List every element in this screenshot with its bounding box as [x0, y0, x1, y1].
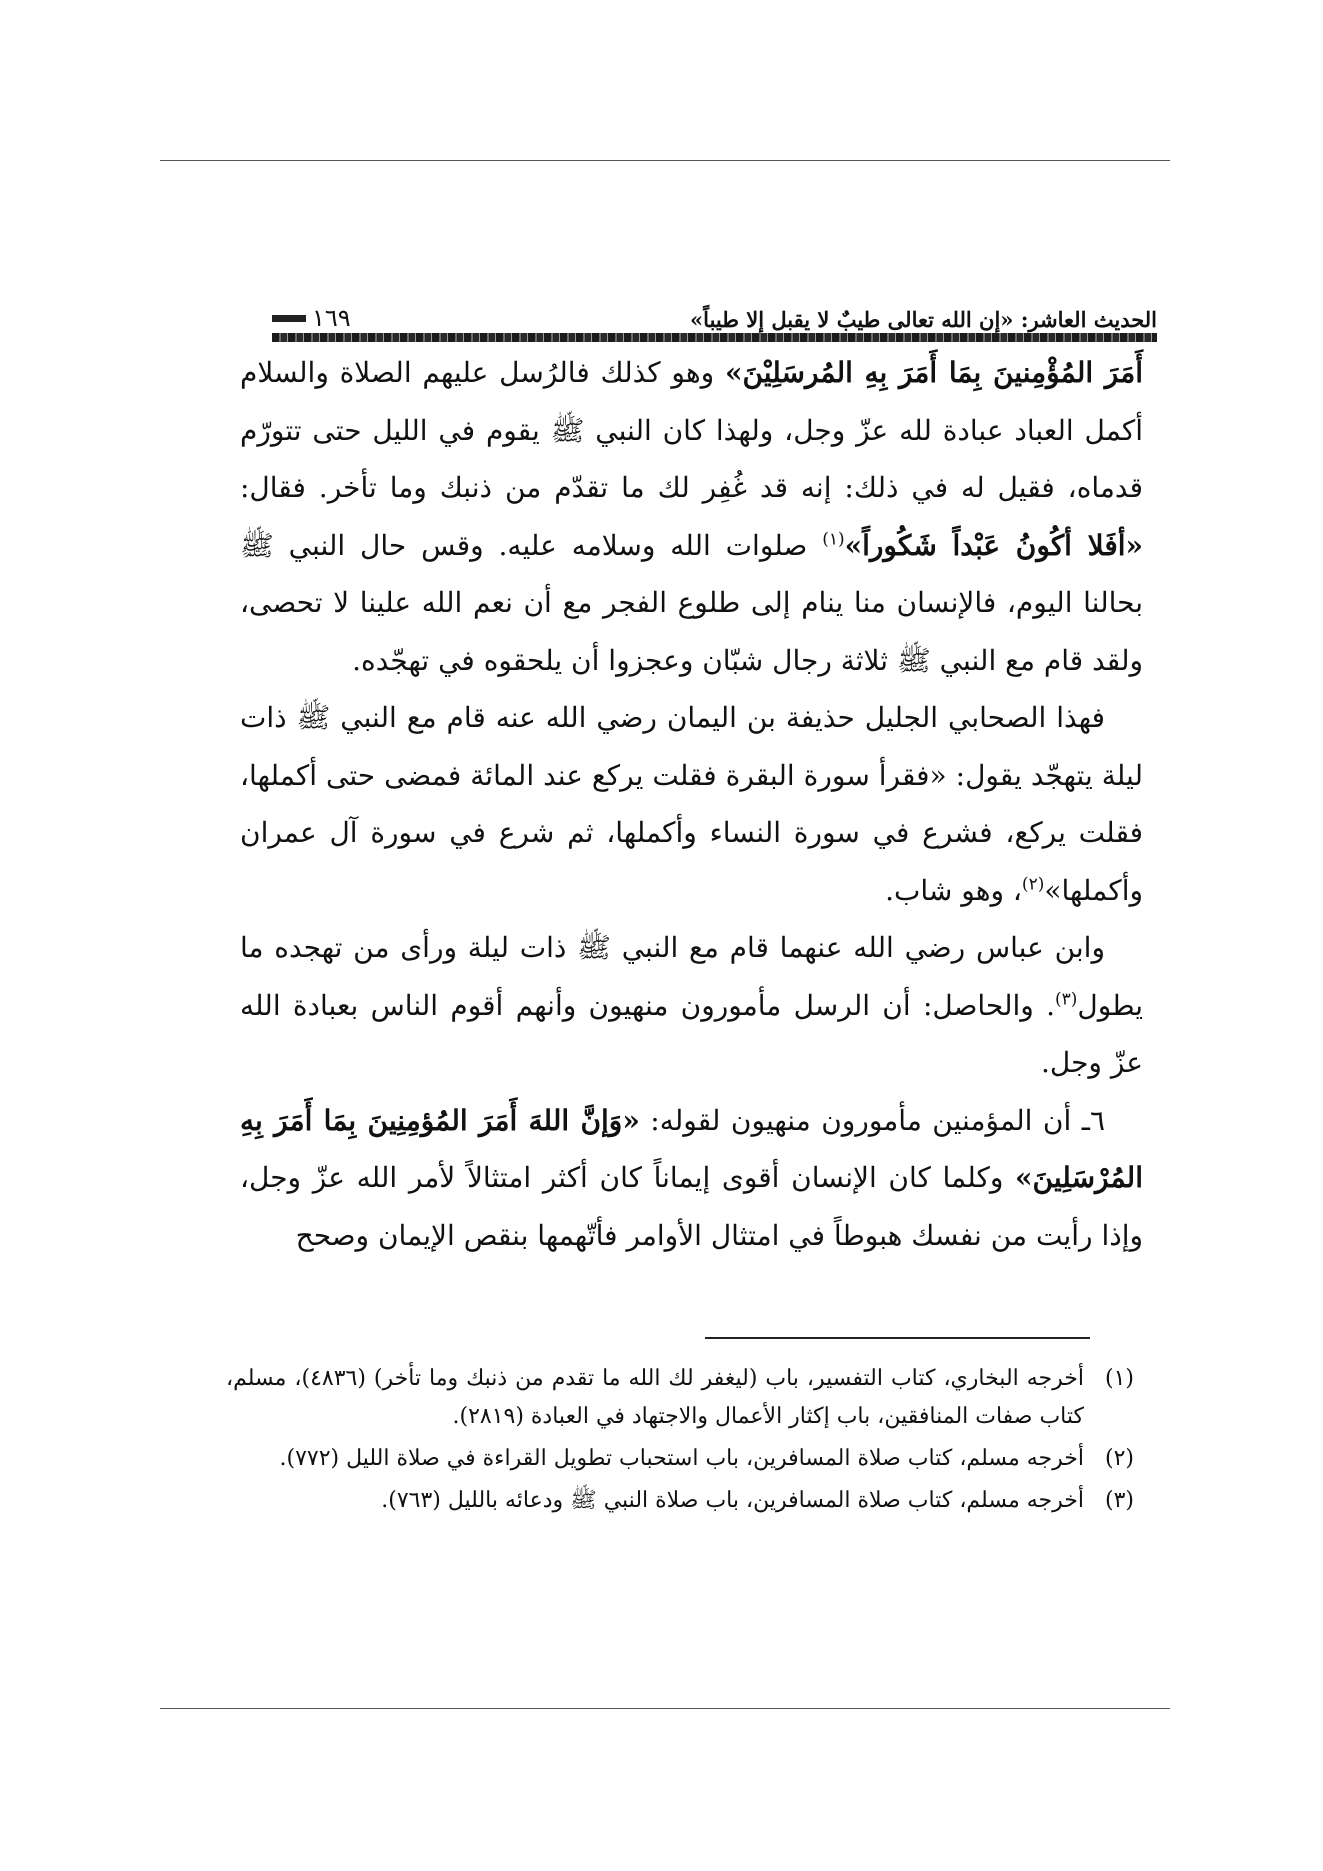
footnote-number: (١)	[1104, 1366, 1134, 1391]
footnote-2	[226, 1440, 1134, 1478]
footnote-text: أخرجه البخاري، كتاب التفسير، باب (ليغفر لك الله ما تقدم من ذنبك وما تأخر) (٤٨٣٦)، مسلم، كتاب صفات المنافقين، باب إكثار الأعمال والاجتهاد في العبادة (٢٨١٩).	[226, 1366, 1084, 1429]
paragraph-text: . والحاصل: أن الرسل مأمورون منهيون وأنهم أقوم الناس بعبادة الله عزّ وجل.	[240, 988, 1143, 1079]
paragraph-text: صلوات الله وسلامه عليه. وقس حال النبي ﷺ بحالنا اليوم، فالإنسان منا ينام إلى طلوع الفجر مع أن نعم الله علينا لا تحصى، ولقد قام مع النبي ﷺ ثلاثة رجال شبّان وعجزوا أن يلحقوه في تهجّده.	[240, 528, 1143, 677]
footnote-3	[226, 1482, 1134, 1520]
paragraph-2	[240, 689, 1143, 919]
page-number	[272, 306, 351, 330]
paragraph-4	[240, 1092, 1143, 1265]
footnote-number: (٣)	[1104, 1488, 1134, 1513]
footnotes	[226, 1360, 1134, 1524]
paragraph-text: وكلما كان الإنسان أقوى إيماناً كان أكثر امتثالاً لأمر الله عزّ وجل، وإذا رأيت من نفسك هبوطاً في امتثال الأوامر فأتّهمها بنقص الإيمان وصحح	[240, 1161, 1143, 1252]
paragraph-text: ، وهو شاب.	[885, 873, 1022, 907]
page-number-mark	[272, 315, 306, 322]
header-rule	[272, 333, 1157, 342]
paragraph-1	[240, 344, 1143, 689]
footnote-number: (٢)	[1104, 1446, 1134, 1471]
footnote-text: أخرجه مسلم، كتاب صلاة المسافرين، باب صلاة النبي ﷺ ودعائه بالليل (٧٦٣).	[381, 1488, 1084, 1513]
page-number-value: ١٦٩	[312, 304, 351, 332]
paragraph-text: ٦ـ أن المؤمنين مأمورون منهيون لقوله:	[639, 1103, 1105, 1137]
footnote-1	[226, 1360, 1134, 1436]
quran-quote: أَمَرَ المُؤْمِنينَ بِمَا أَمَرَ بِهِ المُرسَلِيْنَ»	[724, 356, 1144, 389]
footnote-ref-2[interactable]: (٢)	[1021, 874, 1045, 895]
quran-quote: «وَإنَّ اللهَ أَمَرَ المُؤمِنِينَ بِمَا أَمَرَ بِهِ المُرْسَلِينَ»	[240, 1103, 1143, 1194]
footnote-separator	[705, 1337, 1090, 1339]
hadith-quote: «أفَلا أكُونُ عَبْداً شَكُوراً»	[844, 528, 1144, 562]
bottom-page-rule	[160, 1708, 1170, 1709]
footnote-ref-1[interactable]: (١)	[822, 529, 845, 550]
footnote-text: أخرجه مسلم، كتاب صلاة المسافرين، باب استحباب تطويل القراءة في صلاة الليل (٧٧٢).	[279, 1446, 1084, 1471]
paragraph-text: وابن عباس رضي الله عنهما قام مع النبي ﷺ ذات ليلة ورأى من تهجده ما يطول	[240, 931, 1143, 1022]
paragraph-text: فهذا الصحابي الجليل حذيفة بن اليمان رضي الله عنه قام مع النبي ﷺ ذات ليلة يتهجّد يقول: «فقرأ سورة البقرة فقلت يركع عند المائة فمضى حتى أكملها، فقلت يركع، فشرع في سورة النساء وأكملها، ثم شرع في سورة آل عمران وأكملها»	[240, 701, 1143, 907]
footnote-ref-3[interactable]: (٣)	[1055, 989, 1078, 1010]
paragraph-3	[240, 919, 1143, 1092]
paragraph-text: وهو كذلك فالرُسل عليهم الصلاة والسلام أكمل العباد عبادة لله عزّ وجل، ولهذا كان النبي ﷺ يقوم في الليل حتى تتورّم قدماه، فقيل له في ذلك: إنه قد غُفِر لك ما تقدّم من ذنبك وما تأخر. فقال:	[240, 356, 1143, 504]
top-page-rule	[160, 160, 1170, 161]
running-header	[272, 296, 1157, 330]
header-title: الحديث العاشر: «إن الله تعالى طيبٌ لا يقبل إلا طيباً»	[690, 307, 1157, 332]
main-text	[240, 344, 1143, 1264]
